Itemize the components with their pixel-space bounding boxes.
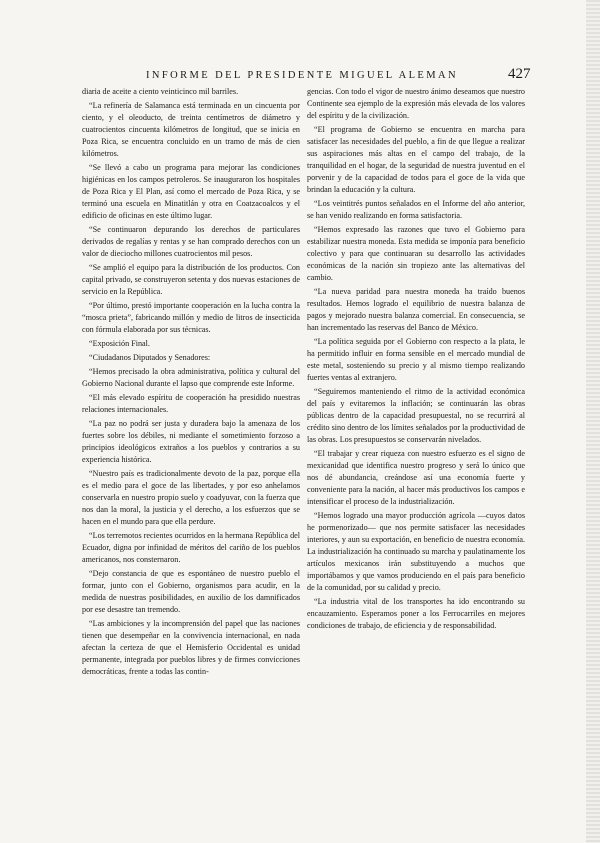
paragraph: “La política seguida por el Gobierno con respecto a la plata, le ha permitido influir en forma sensible en el mercado mundial de este metal, sosteniendo su precio y al mismo tiempo realizando fuertes ventas al extranjero. <box>307 337 525 382</box>
paragraph: “Los veintitrés puntos señalados en el Informe del año anterior, se han venido realizando en forma satisfactoria. <box>307 199 525 220</box>
paragraph: “Se amplió el equipo para la distribución de los productos. Con capital privado, se construyeron setenta y dos nuevas estaciones de servicio en la República. <box>82 263 300 296</box>
running-header: INFORME DEL PRESIDENTE MIGUEL ALEMAN <box>146 70 458 81</box>
paragraph: “El programa de Gobierno se encuentra en marcha para satisfacer las necesidades del pueblo, a fin de que llegue a realizar sus aspiraciones más altas en el campo del trabajo, de la tranquilidad en el hogar, de la seguridad de nuestra juventud en el porvenir y de la capacidad de todos para el goce de la vida que brindan la educación y la cultura. <box>307 125 525 194</box>
paragraph: “La paz no podrá ser justa y duradera bajo la amenaza de los fuertes sobre los débiles, ni mediante el sometimiento forzoso a principios ideológicos extraños a los pueblos y contrarios a su experiencia histórica. <box>82 419 300 464</box>
paragraph: “La refinería de Salamanca está terminada en un cincuenta por ciento, y el oleoducto, de treinta centímetros de diámetro y cuatrocientos cincuenta kilómetros de longitud, que se inicia en Poza Rica, se encuentra concluido en un tramo de más de cien kilómetros. <box>82 101 300 158</box>
paragraph: “Hemos logrado una mayor producción agrícola —cuyos datos he pormenorizado— que nos permite satisfacer las necesidades interiores, y aun su exportación, en beneficio de nuestra economía. La industrialización ha continuado su marcha y paulatinamente los artículos mexicanos irán substituyendo a muchos que importábamos y que vamos produciendo en el país para beneficio de la comunidad, por su calidad y precio. <box>307 511 525 592</box>
paragraph: “Se llevó a cabo un programa para mejorar las condiciones higiénicas en los campos petroleros. Se inauguraron los hospitales de Poza Rica y El Plan, así como el mercado de Poza Rica, y se terminó una escuela en Minatitlán y otra en Coatzacoalcos y el edificio de oficinas en este último lugar. <box>82 163 300 220</box>
paragraph: “Hemos expresado las razones que tuvo el Gobierno para estabilizar nuestra moneda. Esta medida se imponía para beneficio colectivo y para que continuaran su desarrollo las actividades económicas de la nación sin tropiezo ante las alternativas del cambio. <box>307 225 525 282</box>
paragraph: “Las ambiciones y la incomprensión del papel que las naciones tienen que desempeñar en la convivencia internacional, en nada afectan la certeza de que el Hemisferio Occidental es unidad permanente, integrada por pueblos libres y de firmes convicciones democráticas, frente a todas las contin- <box>82 619 300 676</box>
paragraph: “Los terremotos recientes ocurridos en la hermana República del Ecuador, digna por infinidad de méritos del cariño de los pueblos americanos, nos consternaron. <box>82 531 300 564</box>
salutation: “Ciudadanos Diputados y Senadores: <box>89 353 211 362</box>
paragraph: “La industria vital de los transportes ha ido encontrando su encauzamiento. Esperamos poner a los Ferrocarriles en mejores condiciones de trabajo, de eficiencia y de responsabilidad. <box>307 597 525 630</box>
section-heading: “Exposición Final. <box>89 339 150 348</box>
paragraph: “El más elevado espíritu de cooperación ha presidido nuestras relaciones internacionales. <box>82 393 300 414</box>
paragraph: “Por último, prestó importante cooperación en la lucha contra la “mosca prieta”, fabricando millón y medio de litros de insecticida con fórmula elaborada por sus técnicas. <box>82 301 300 334</box>
paragraph: “El trabajar y crear riqueza con nuestro esfuerzo es el signo de mexicanidad que identifica nuestro progreso y será lo único que nos dé abundancia, creándose así una economía fuerte y conveniente para la nación, al hacer más productivos los campos e intensificar el proceso de la industrialización. <box>307 449 525 506</box>
page-number: 427 <box>508 66 531 82</box>
right-column <box>307 86 525 634</box>
scan-edge <box>586 0 600 843</box>
paragraph: “La nueva paridad para nuestra moneda ha traído buenos resultados. Hemos logrado el equilibrio de nuestra balanza de pagos y mejorado nuestra balanza comercial. En consecuencia, se han incrementado las reservas del Banco de México. <box>307 287 525 332</box>
paragraph: “Se continuaron depurando los derechos de particulares derivados de regalías y rentas y se han comprado derechos con un valor de dieciocho millones cuatrocientos mil pesos. <box>82 225 300 258</box>
paragraph: “Dejo constancia de que es espontáneo de nuestro pueblo el formar, junto con el Gobierno, organismos para acudir, en la medida de nuestras posibilidades, en auxilio de los damnificados por ese desastre tan tremendo. <box>82 569 300 614</box>
paragraph: “Nuestro país es tradicionalmente devoto de la paz, porque ella es el medio para el goce de las libertades, y por eso anhelamos conservarla en nuestro propio suelo y coadyuvar, con la fuerza que nos dan la moral, la justicia y el derecho, a los esfuerzos que se hacen en el mundo para que ella perdure. <box>82 469 300 526</box>
paragraph: “Hemos precisado la obra administrativa, política y cultural del Gobierno Nacional durante el lapso que comprende este Informe. <box>82 367 300 388</box>
left-column <box>82 86 300 680</box>
paragraph: “Seguiremos manteniendo el ritmo de la actividad económica del país y evitaremos la inflación; se continuarán las obras públicas dentro de la capacidad presupuestal, no se recurrirá al crédito sino dentro de los límites señalados por la productividad de las obras. Los presupuestos se conservarán nivelados. <box>307 387 525 444</box>
paragraph: diaria de aceite a ciento veinticinco mil barriles. <box>82 87 239 96</box>
paragraph: gencias. Con todo el vigor de nuestro ánimo deseamos que nuestro Continente sea ejemplo de la expresión más elevada de los valores del espíritu y de la civilización. <box>307 87 525 120</box>
